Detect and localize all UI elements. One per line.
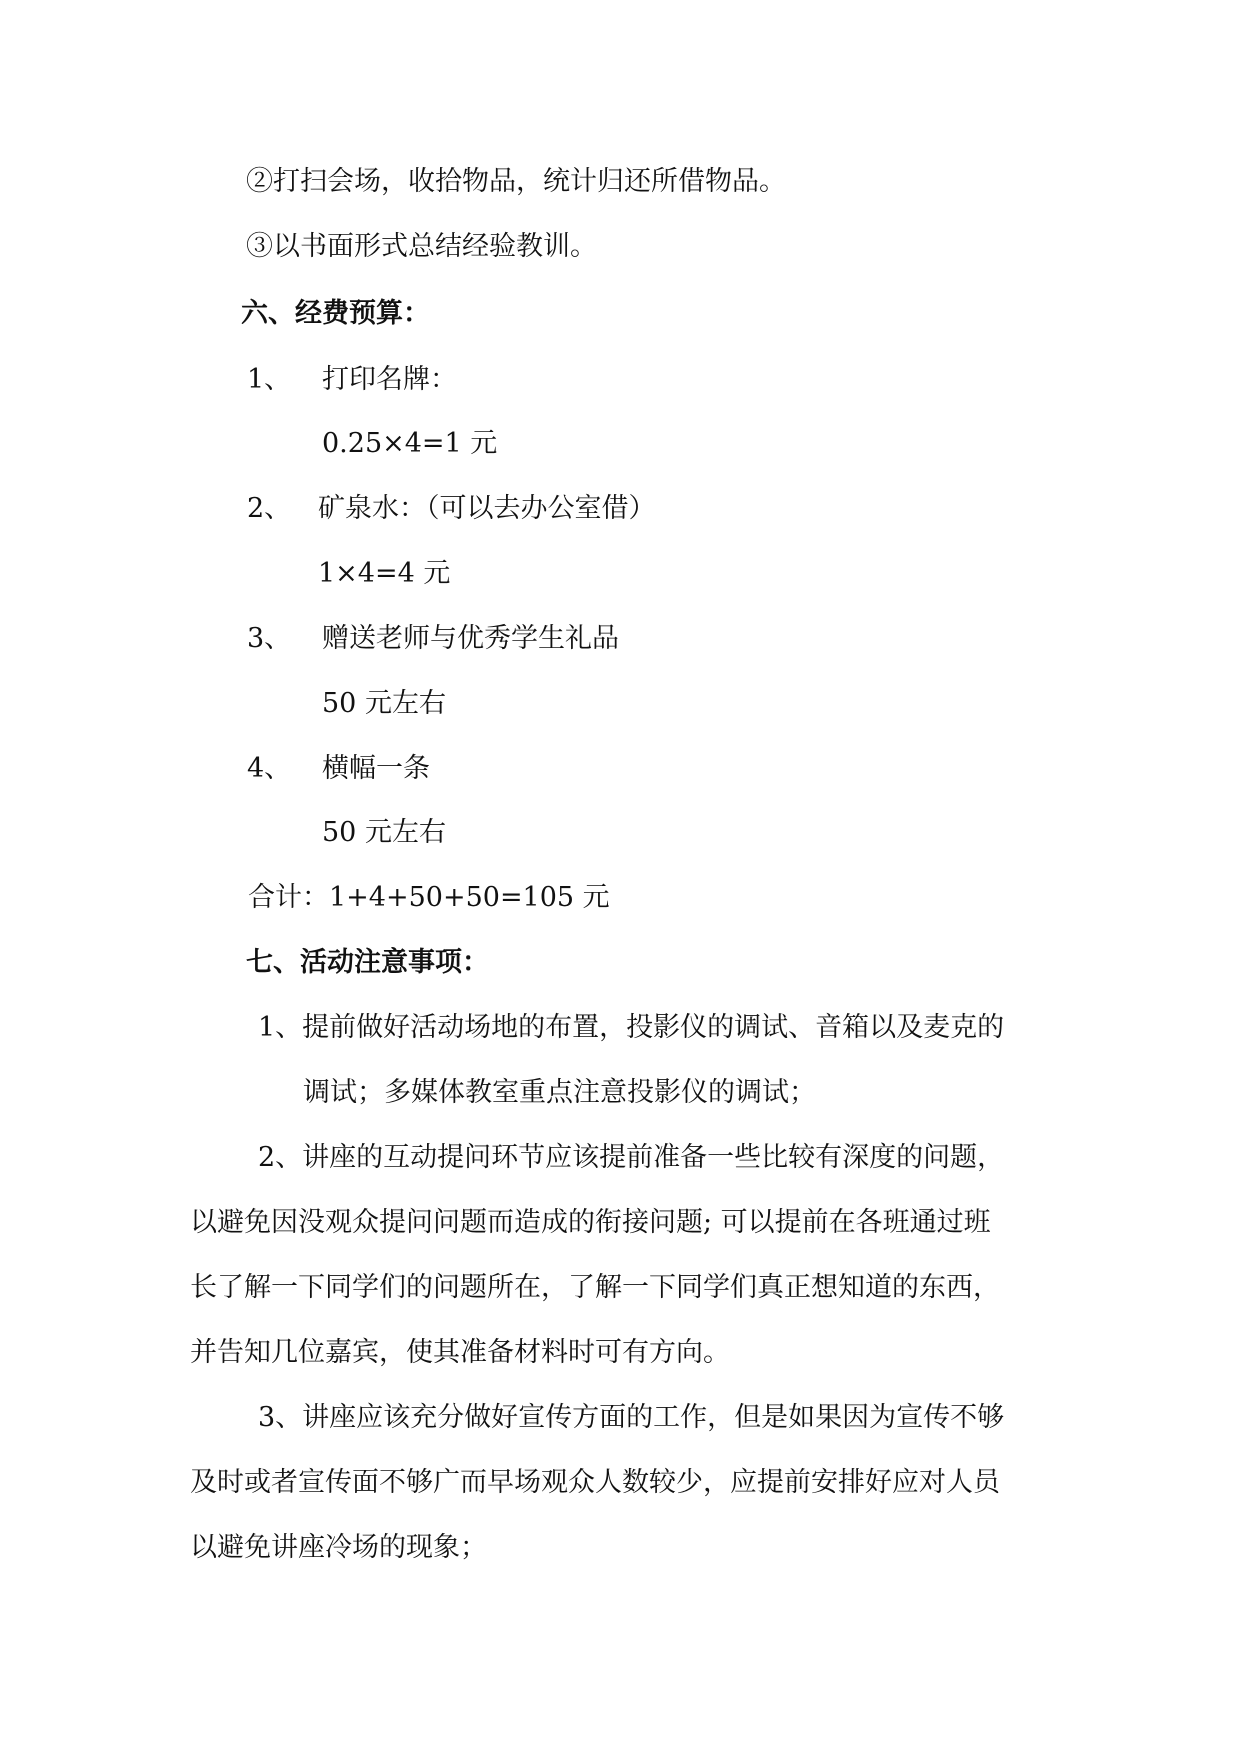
section-title-notes: 七、活动注意事项： (246, 947, 489, 978)
note-2-line: 并告知几位嘉宾，使其准备材料时可有方向。 (190, 1337, 730, 1368)
budget-item-name: 横幅一条 (322, 753, 430, 784)
after-step-2: ②打扫会场，收拾物品，统计归还所借物品。 (246, 166, 786, 197)
budget-item-cost: 1×4=4 元 (318, 558, 451, 589)
note-1-line: 调试；多媒体教室重点注意投影仪的调试； (303, 1077, 816, 1108)
note-3-line: 及时或者宣传面不够广而早场观众人数较少，应提前安排好应对人员 (190, 1467, 1000, 1498)
note-2-line: 以避免因没观众提问问题而造成的衔接问题; 可以提前在各班通过班 (190, 1207, 991, 1238)
note-1-line: 1、提前做好活动场地的布置，投影仪的调试、音箱以及麦克的 (258, 1012, 1005, 1043)
budget-item-name: 矿泉水：（可以去办公室借） (318, 493, 656, 524)
note-3-line: 3、讲座应该充分做好宣传方面的工作，但是如果因为宣传不够 (258, 1402, 1005, 1433)
budget-total: 合计：1+4+50+50=105 元 (248, 882, 610, 913)
budget-item-name: 打印名牌： (322, 364, 457, 395)
after-step-3: ③以书面形式总结经验教训。 (246, 231, 597, 262)
budget-item-number: 1、 (247, 364, 292, 395)
budget-item-name: 赠送老师与优秀学生礼品 (322, 623, 619, 654)
section-title-budget: 六、经费预算： (241, 298, 430, 329)
note-3-line: 以避免讲座冷场的现象； (190, 1532, 487, 1563)
budget-item-number: 2、 (247, 493, 292, 524)
budget-item-number: 4、 (247, 753, 292, 784)
note-2-line: 长了解一下同学们的问题所在，了解一下同学们真正想知道的东西， (190, 1272, 1000, 1303)
budget-item-cost: 50 元左右 (322, 817, 446, 848)
note-2-line: 2、讲座的互动提问环节应该提前准备一些比较有深度的问题， (258, 1142, 1005, 1173)
budget-item-cost: 0.25×4=1 元 (322, 428, 498, 459)
budget-item-cost: 50 元左右 (322, 688, 446, 719)
budget-item-number: 3、 (247, 623, 292, 654)
